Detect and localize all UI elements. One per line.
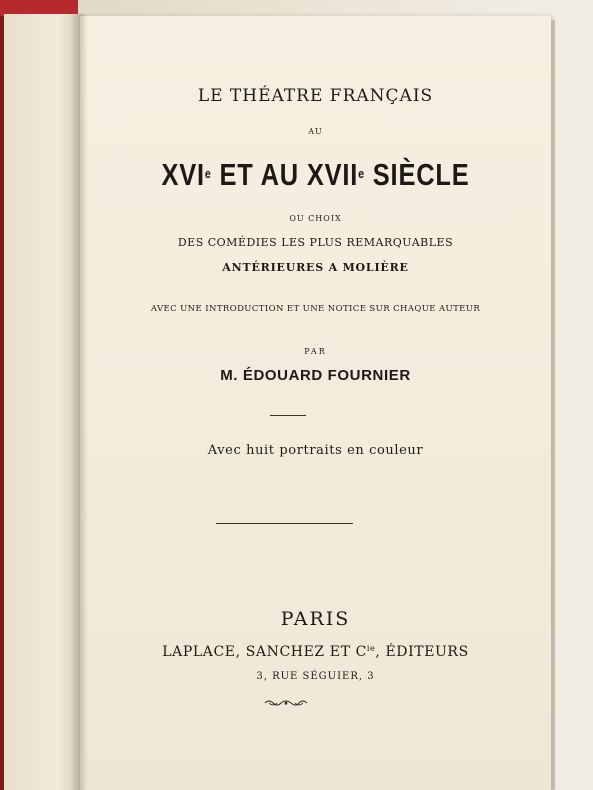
publisher-part-1: LAPLACE, SANCHEZ ET C — [162, 644, 367, 660]
series-title: LE THÉATRE FRANÇAIS — [197, 86, 434, 106]
divider-long — [216, 523, 353, 524]
main-title-part-2: ET AU XVII — [211, 157, 359, 192]
title-page — [80, 16, 551, 790]
publisher-address: 3, RUE SÉGUIER, 3 — [256, 671, 375, 682]
publication-city: PARIS — [280, 608, 351, 630]
main-title-superscript-2: e — [358, 166, 365, 181]
publisher-superscript: ie — [366, 644, 376, 653]
ornament-icon — [263, 698, 309, 708]
subtitle-line-1: DES COMÉDIES LES PLUS REMARQUABLES — [177, 236, 454, 249]
book-gutter-shadow — [70, 14, 88, 790]
subtitle-connector: OU CHOIX — [289, 214, 342, 223]
main-title-part-1: XVI — [161, 157, 205, 192]
subtitle-line-2: ANTÉRIEURES A MOLIÈRE — [222, 261, 409, 274]
introduction-note: AVEC UNE INTRODUCTION ET UNE NOTICE SUR CHAQUE AUTEUR — [150, 304, 481, 314]
main-title — [122, 157, 508, 193]
divider-short — [270, 415, 306, 416]
portraits-note: Avec huit portraits en couleur — [207, 443, 424, 458]
main-title-superscript-1: e — [204, 166, 212, 181]
publisher-part-2: , ÉDITEURS — [375, 644, 469, 660]
publisher — [80, 644, 551, 660]
main-title-part-3: SIÈCLE — [364, 157, 470, 192]
author-name: M. ÉDOUARD FOURNIER — [220, 367, 411, 384]
by-label: PAR — [304, 347, 327, 356]
title-connector: AU — [308, 127, 323, 136]
